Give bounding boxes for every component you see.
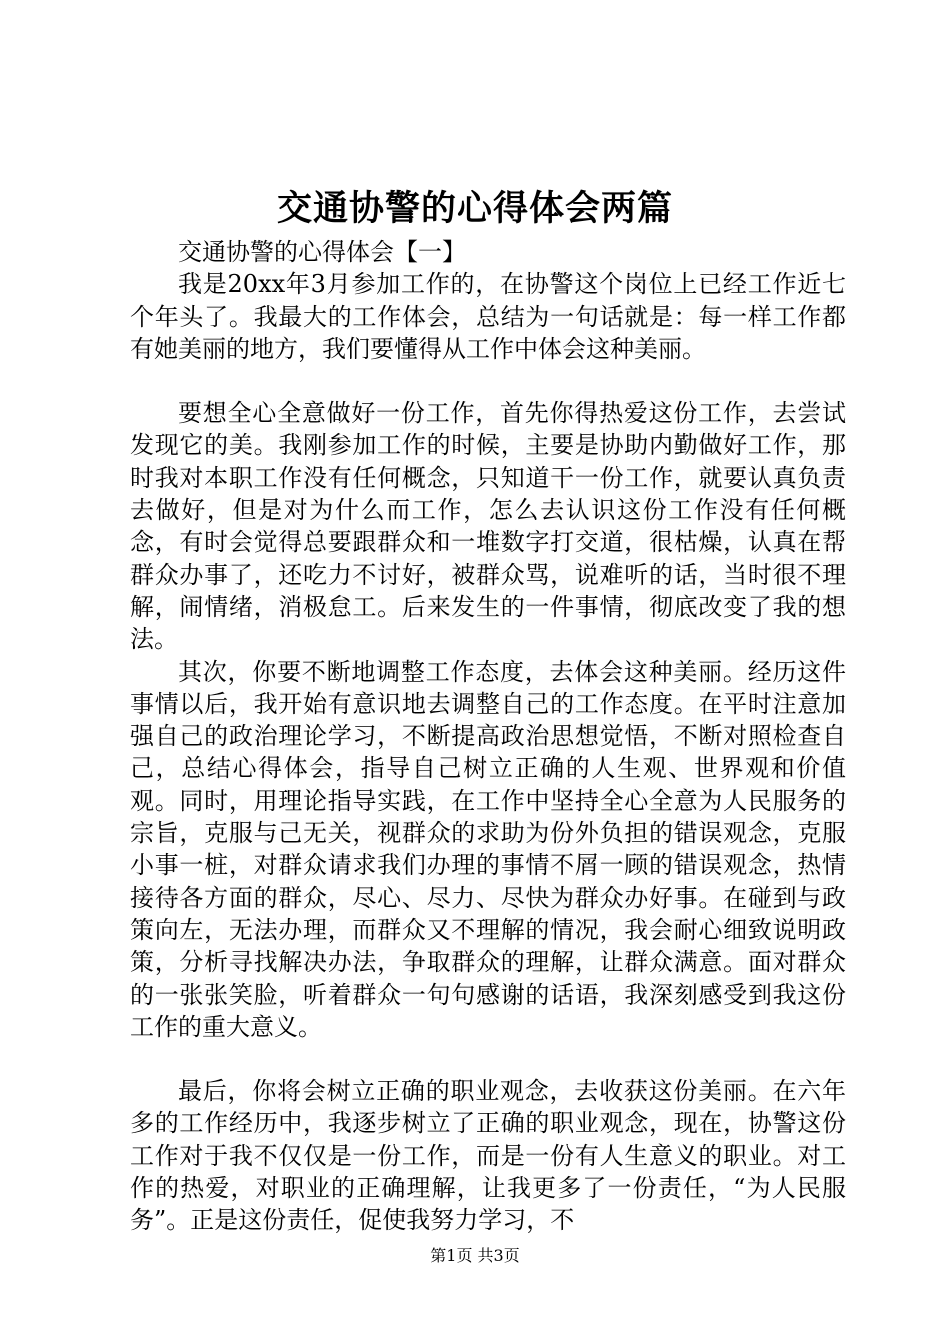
paragraph-4: 最后，你将会树立正确的职业观念，去收获这份美丽。在六年多的工作经历中，我逐步树立了正确的职业观念，现在，协警这份工作对于我不仅仅是一份工作，而是一份有人生意义的职业。对工作的热爱，对职业的正确理解，让我更多了一份责任，“为人民服务”。正是这份责任，促使我努力学习，不 — [130, 1077, 846, 1235]
document-title: 交通协警的心得体会两篇 — [276, 188, 673, 229]
paragraph-2: 要想全心全意做好一份工作，首先你得热爱这份工作，去尝试发现它的美。我刚参加工作的时候，主要是协助内勤做好工作，那时我对本职工作没有任何概念，只知道干一份工作，就要认真负责去做好，但是对为什么而工作，怎么去认识这份工作没有任何概念，有时会觉得总要跟群众和一堆数字打交道，很枯燥，认真在帮群众办事了，还吃力不讨好，被群众骂，说难听的话，当时很不理解，闹情绪，消极怠工。后来发生的一件事情，彻底改变了我的想法。 — [130, 399, 846, 654]
paragraph-3: 其次，你要不断地调整工作态度，去体会这种美丽。经历这件事情以后，我开始有意识地去调整自己的工作态度。在平时注意加强自己的政治理论学习，不断提高政治思想觉悟，不断对照检查自己，总结心得体会，指导自己树立正确的人生观、世界观和价值观。同时，用理论指导实践，在工作中坚持全心全意为人民服务的宗旨，克服与己无关，视群众的求助为份外负担的错误观念，克服小事一桩，对群众请求我们办理的事情不屑一顾的错误观念，热情接待各方面的群众，尽心、尽力、尽快为群众办好事。在碰到与政策向左，无法办理，而群众又不理解的情况，我会耐心细致说明政策，分析寻找解决办法，争取群众的理解，让群众满意。面对群众的一张张笑脸，听着群众一句句感谢的话语，我深刻感受到我这份工作的重大意义。 — [130, 657, 846, 1041]
paragraph-1: 我是20xx年3月参加工作的，在协警这个岗位上已经工作近七个年头了。我最大的工作体会，总结为一句话就是：每一样工作都有她美丽的地方，我们要懂得从工作中体会这种美丽。 — [130, 270, 846, 363]
section-subtitle: 交通协警的心得体会【一】 — [178, 238, 466, 266]
document-body — [130, 236, 846, 1237]
page-number-footer: 第1页 共3页 — [430, 1246, 520, 1265]
